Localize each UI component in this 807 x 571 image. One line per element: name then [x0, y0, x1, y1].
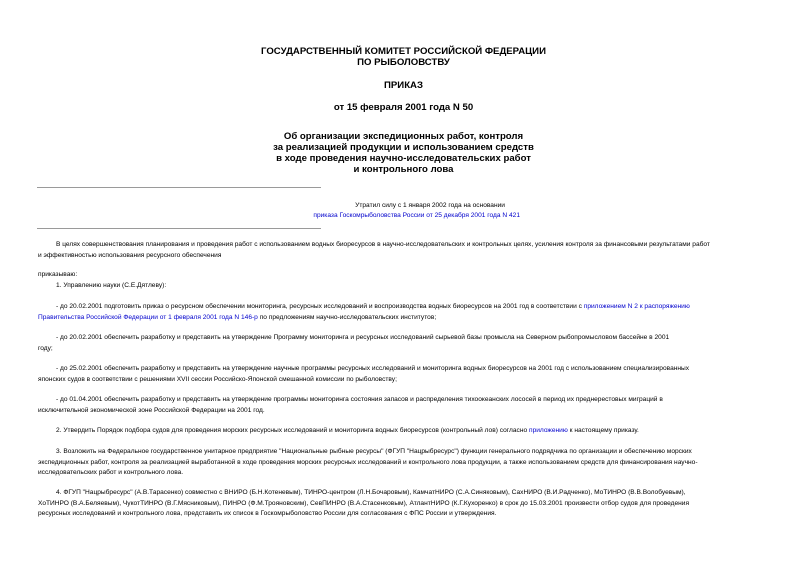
document-title-line-3: в ходе проведения научно-исследовательских работ	[276, 153, 531, 164]
government-order-link[interactable]: Правительства Российской Федерации от 1 февраля 2001 года N 146-р	[38, 313, 258, 321]
sub-4-text-a: - до 01.04.2001 обеспечить разработку и представить на утверждение программы мониторинга состояния запасов и распределения тихоокеанских лососей в период их преднерестовых миграций в	[56, 396, 663, 403]
item-3-text-c: исследовательских работ и контрольного лова.	[38, 469, 184, 476]
repeal-order-link[interactable]: приказа Госкомрыболовства России от 25 декабря 2001 года N 421	[313, 212, 520, 219]
item-1-sub-3	[38, 364, 770, 385]
issuer-line-1: ГОСУДАРСТВЕННЫЙ КОМИТЕТ РОССИЙСКОЙ ФЕДЕРАЦИИ	[261, 46, 546, 57]
item-1-sub-1	[38, 302, 770, 323]
item-4-text-a: 4. ФГУП "Нацрыбресурс" (А.В.Тарасенко) совместно с ВНИРО (Б.Н.Котеневым), ТИНРО-центром (Л.Н.Бочаровым), КамчатНИРО (С.А.Синяковым), СахНИРО (В.И.Радченко), МоТИНРО (В.В.Волобуевым),	[56, 489, 686, 496]
document-title-line-2: за реализацией продукции и использованием средств	[273, 142, 534, 153]
issuer-line-2: ПО РЫБОЛОВСТВУ	[357, 57, 450, 68]
document-type: ПРИКАЗ	[384, 80, 423, 91]
sub-1-text-a: - до 20.02.2001 подготовить приказ о ресурсном обеспечении мониторинга, ресурсных исследований и воспроизводства водных биоресурсов на 2001 год в соответствии с	[56, 303, 582, 310]
document-date-number: от 15 февраля 2001 года N 50	[333, 102, 474, 113]
item-2-text-a: 2. Утвердить Порядок подбора судов для проведения морских ресурсных исследований и мониторинга водных биоресурсов (контрольный лов) согласно	[56, 427, 528, 434]
document-title-line-1: Об организации экспедиционных работ, контроля	[283, 131, 524, 142]
sub-2-text-b: году;	[38, 344, 53, 352]
item-4-text-c: ресурсных исследований и контрольного лова, представить их список в Госкомрыболовство России для согласования с ФПС России и утверждения.	[38, 510, 497, 517]
item-3-text-b: экспедиционных работ, контроля за реализацией выработанной в ходе проведения морских ресурсных исследований и контрольного лова продукции, а также использованием средств для финансирования научно-	[38, 458, 698, 466]
item-1-sub-2	[38, 333, 770, 354]
sub-3-text-b: японских судов в соответствии с решениями XVII сессии Российско-Японской смешанной комиссии по рыболовству;	[38, 375, 397, 383]
appendix-link[interactable]: приложению	[529, 427, 568, 434]
item-1	[38, 281, 770, 292]
item-3	[38, 447, 770, 479]
sub-2-text-a: - до 20.02.2001 обеспечить разработку и представить на утверждение Программу мониторинга и ресурсных исследований сырьевой базы промысла на Северном рыбопромысловом бассейне в 2001	[56, 334, 670, 341]
status-note-text: Утратил силу с 1 января 2002 года на основании	[355, 202, 505, 209]
sub-4-text-b: исключительной экономической зоне Российской Федерации на 2001 год.	[38, 406, 265, 414]
item-1-sub-4	[38, 395, 770, 416]
item-4-text-b: ХоТИНРО (В.А.Беляевым), ЧукотТИНРО (В.Г.Мясниковым), ПИНРО (Ф.М.Трояновским), СевПИНРО (В.А.Стасенковым), АтлантНИРО (К.Г.Кухоренко) в срок до 15.03.2001 произвести отбор судов для проведения	[38, 499, 690, 507]
document-title-line-4: и контрольного лова	[353, 164, 454, 175]
divider-top	[37, 187, 321, 188]
preamble-line-2: и эффективностью использования ресурсного обеспечения	[38, 251, 222, 259]
sub-1-text-b: по предложениям научно-исследовательских институтов;	[259, 313, 437, 321]
status-note	[37, 201, 770, 221]
divider-bottom	[37, 228, 321, 229]
sub-3-text-a: - до 25.02.2001 обеспечить разработку и представить на утверждение научные программы ресурсных исследований и мониторинга водных биоресурсов на 2001 год с использованием специализированных	[56, 365, 690, 372]
item-2-text-b: к настоящему приказу.	[569, 427, 639, 434]
preamble	[38, 240, 770, 261]
item-1-text: 1. Управлению науки (С.Е.Дятлеву):	[56, 282, 167, 289]
item-3-text-a: 3. Возложить на Федеральное государственное унитарное предприятие "Национальные рыбные ресурсы" (ФГУП "Нацрыбресурс") функции генерального подрядчика по организации и обеспечению морских	[56, 448, 692, 455]
appendix-2-link[interactable]: приложением N 2 к распоряжению	[583, 303, 690, 310]
item-4	[38, 488, 770, 520]
preamble-line-1: В целях совершенствования планирования и проведения работ с использованием водных биоресурсов в научно-исследовательских и контрольных целях, усиления контроля за финансовыми результатами работ	[56, 241, 710, 248]
order-word: приказываю:	[38, 271, 78, 278]
item-2	[38, 426, 770, 437]
